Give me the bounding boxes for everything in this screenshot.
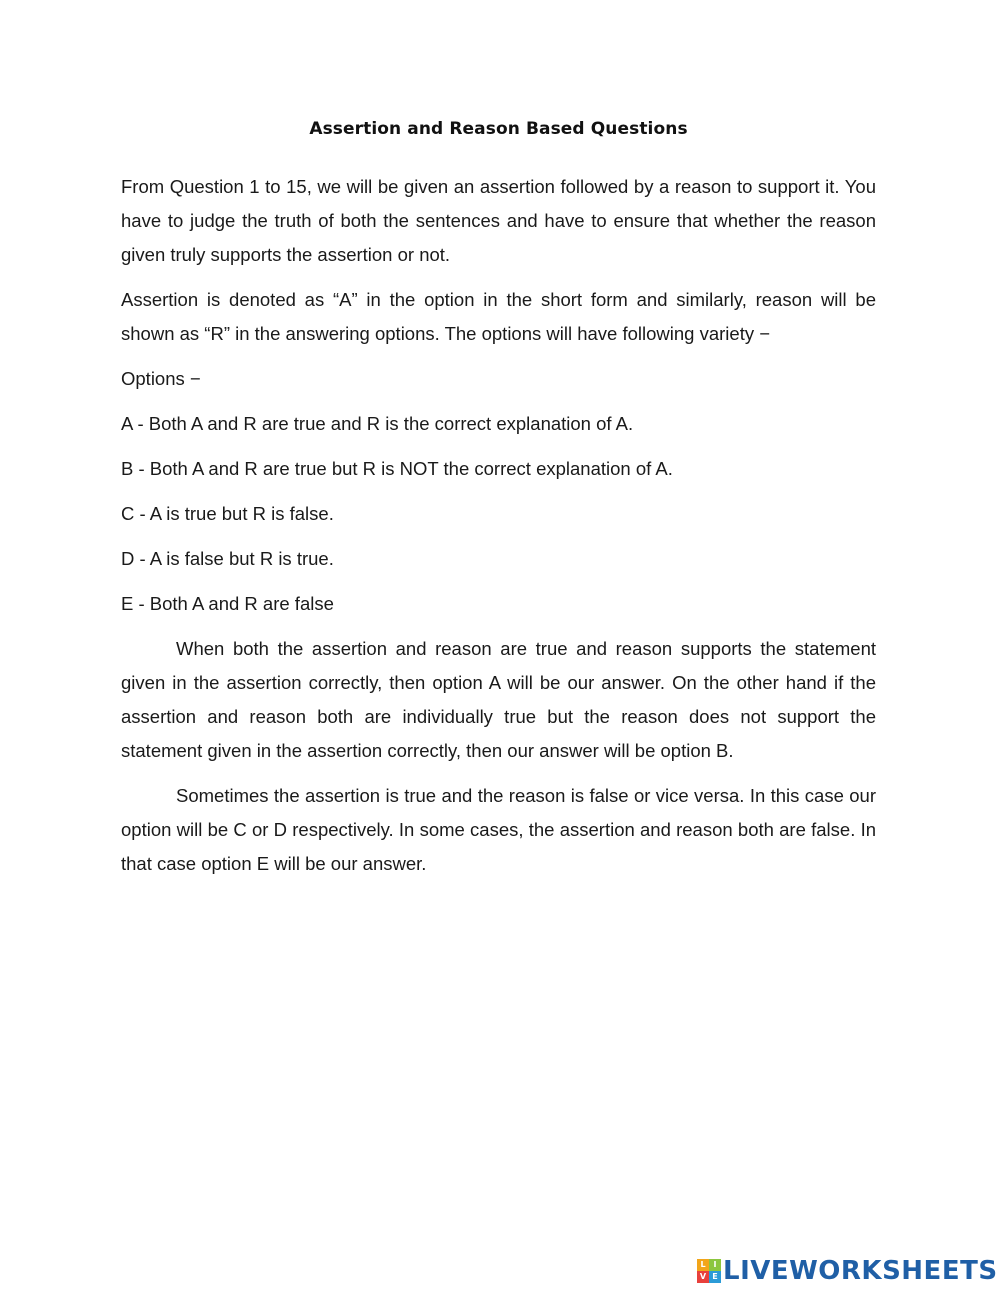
option-d: D - A is false but R is true.: [121, 548, 334, 569]
logo-letter-i: I: [709, 1259, 721, 1271]
option-e: E - Both A and R are false: [121, 593, 334, 614]
notation-paragraph: Assertion is denoted as “A” in the option in the short form and similarly, reason will be shown as “R” in the answering options. The options will have following variety −: [121, 289, 876, 344]
logo-letter-l: L: [697, 1259, 709, 1271]
liveworksheets-logo-icon: [697, 1259, 721, 1283]
option-c: C - A is true but R is false.: [121, 503, 334, 524]
option-a: A - Both A and R are true and R is the correct explanation of A.: [121, 413, 634, 434]
liveworksheets-logo: [697, 1255, 998, 1287]
explanation-paragraph-1: When both the assertion and reason are true and reason supports the statement given in the assertion correctly, then option A will be our answer. On the other hand if the assertion and reason both are individually true but the reason does not support the statement given in the assertion correctly, then our answer will be option B.: [121, 638, 876, 761]
brand-text: LIVEWORKSHEETS: [723, 1256, 998, 1286]
intro-paragraph: From Question 1 to 15, we will be given an assertion followed by a reason to support it. You have to judge the truth of both the sentences and have to ensure that whether the reason given truly supports the assertion or not.: [121, 176, 876, 265]
options-heading: Options −: [121, 368, 201, 389]
logo-letter-e: E: [709, 1271, 721, 1283]
explanation-paragraph-2: Sometimes the assertion is true and the reason is false or vice versa. In this case our option will be C or D respectively. In some cases, the assertion and reason both are false. In that case option E will be our answer.: [121, 785, 876, 874]
option-b: B - Both A and R are true but R is NOT the correct explanation of A.: [121, 458, 673, 479]
page-title: Assertion and Reason Based Questions: [309, 119, 688, 139]
logo-letter-v: V: [697, 1271, 709, 1283]
